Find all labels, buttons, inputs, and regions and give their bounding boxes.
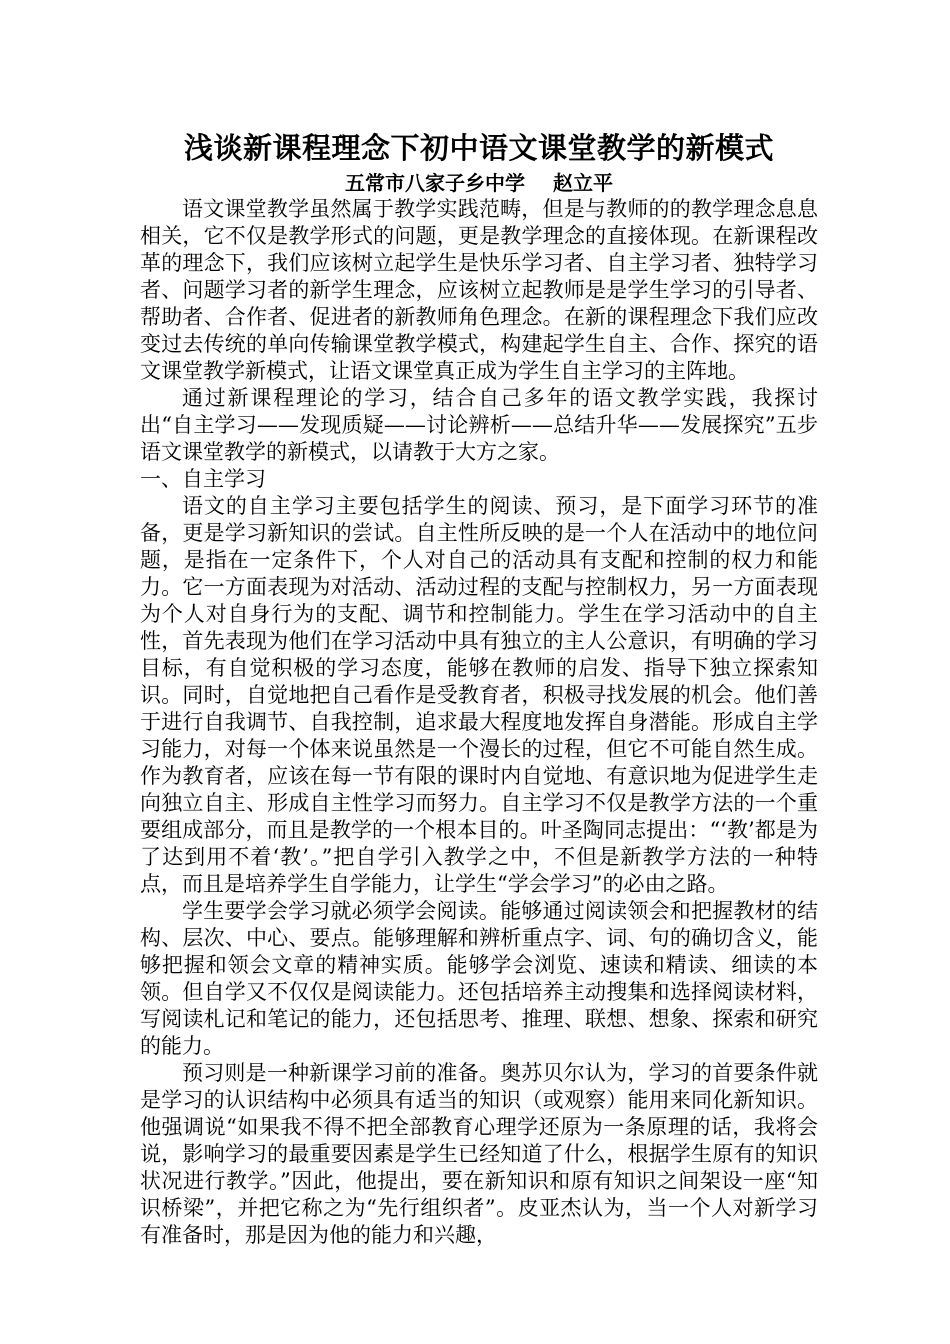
section-heading: 一、自主学习 [140, 467, 266, 491]
body-paragraph: 语文课堂教学虽然属于教学实践范畴，但是与教师的的教学理念息息相关，它不仅是教学形式的问题，更是教学理念的直接体现。在新课程改革的理念下，我们应该树立起学生是快乐学习者、自主学习者、独特学习者、问题学习者的新学生理念，应该树立起教师是是学生学习的引导者、帮助者、合作者、促进者的新教师角色理念。在新的课程理念下我们应改变过去传统的单向传输课堂教学模式，构建起学生自主、合作、探究的语文课堂教学新模式，让语文课堂真正成为学生自主学习的主阵地。 [140, 197, 818, 383]
author-name: 赵立平 [553, 171, 613, 195]
document-page [140, 128, 818, 1249]
school-name: 五常市八家子乡中学 [345, 171, 525, 195]
document-title: 浅谈新课程理念下初中语文课堂教学的新模式 [183, 131, 774, 165]
section-paragraph: 语文的自主学习主要包括学生的阅读、预习，是下面学习环节的准备，更是学习新知识的尝试。自主性所反映的是一个人在活动中的地位问题，是指在一定条件下，个人对自己的活动具有支配和控制的权力和能力。它一方面表现为对活动、活动过程的支配与控制权力，另一方面表现为个人对自身行为的支配、调节和控制能力。学生在学习活动中的自主性，首先表现为他们在学习活动中具有独立的主人公意识，有明确的学习目标，有自觉积极的学习态度，能够在教师的启发、指导下独立探索知识。同时，自觉地把自己看作是受教育者，积极寻找发展的机会。他们善于进行自我调节、自我控制，追求最大程度地发挥自身潜能。形成自主学习能力，对每一个体来说虽然是一个漫长的过程，但它不可能自然生成。作为教育者，应该在每一节有限的课时内自觉地、有意识地为促进学生走向独立自主、形成自主性学习而努力。自主学习不仅是教学方法的一个重要组成部分，而且是教学的一个根本目的。叶圣陶同志提出：“‘教’都是为了达到用不着‘教’。”把自学引入教学之中，不但是新教学方法的一种特点，而且是培养学生自学能力，让学生“学会学习”的必由之路。 [140, 494, 818, 896]
section-paragraph: 学生要学会学习就必须学会阅读。能够通过阅读领会和把握教材的结构、层次、中心、要点。能够理解和辨析重点字、词、句的确切含义，能够把握和领会文章的精神实质。能够学会浏览、速读和精读、细读的本领。但自学又不仅仅是阅读能力。还包括培养主动搜集和选择阅读材料，写阅读札记和笔记的能力，还包括思考、推理、联想、想象、探索和研究的能力。 [140, 899, 818, 1058]
body-paragraph: 通过新课程理论的学习，结合自己多年的语文教学实践，我探讨出“自主学习——发现质疑——讨论辨析——总结升华——发展探究”五步语文课堂教学的新模式，以请教于大方之家。 [140, 386, 818, 464]
section-paragraph: 预习则是一种新课学习前的准备。奥苏贝尔认为，学习的首要条件就是学习的认识结构中必须具有适当的知识（或观察）能用来同化新知识。他强调说“如果我不得不把全部教育心理学还原为一条原理的话，我将会说，影响学习的最重要因素是学生已经知道了什么，根据学生原有的知识状况进行教学。”因此，他提出，要在新知识和原有知识之间架设一座“知识桥梁”，并把它称之为“先行组织者”。皮亚杰认为，当一个人对新学习有准备时，那是因为他的能力和兴趣， [140, 1061, 818, 1247]
byline [140, 170, 818, 196]
